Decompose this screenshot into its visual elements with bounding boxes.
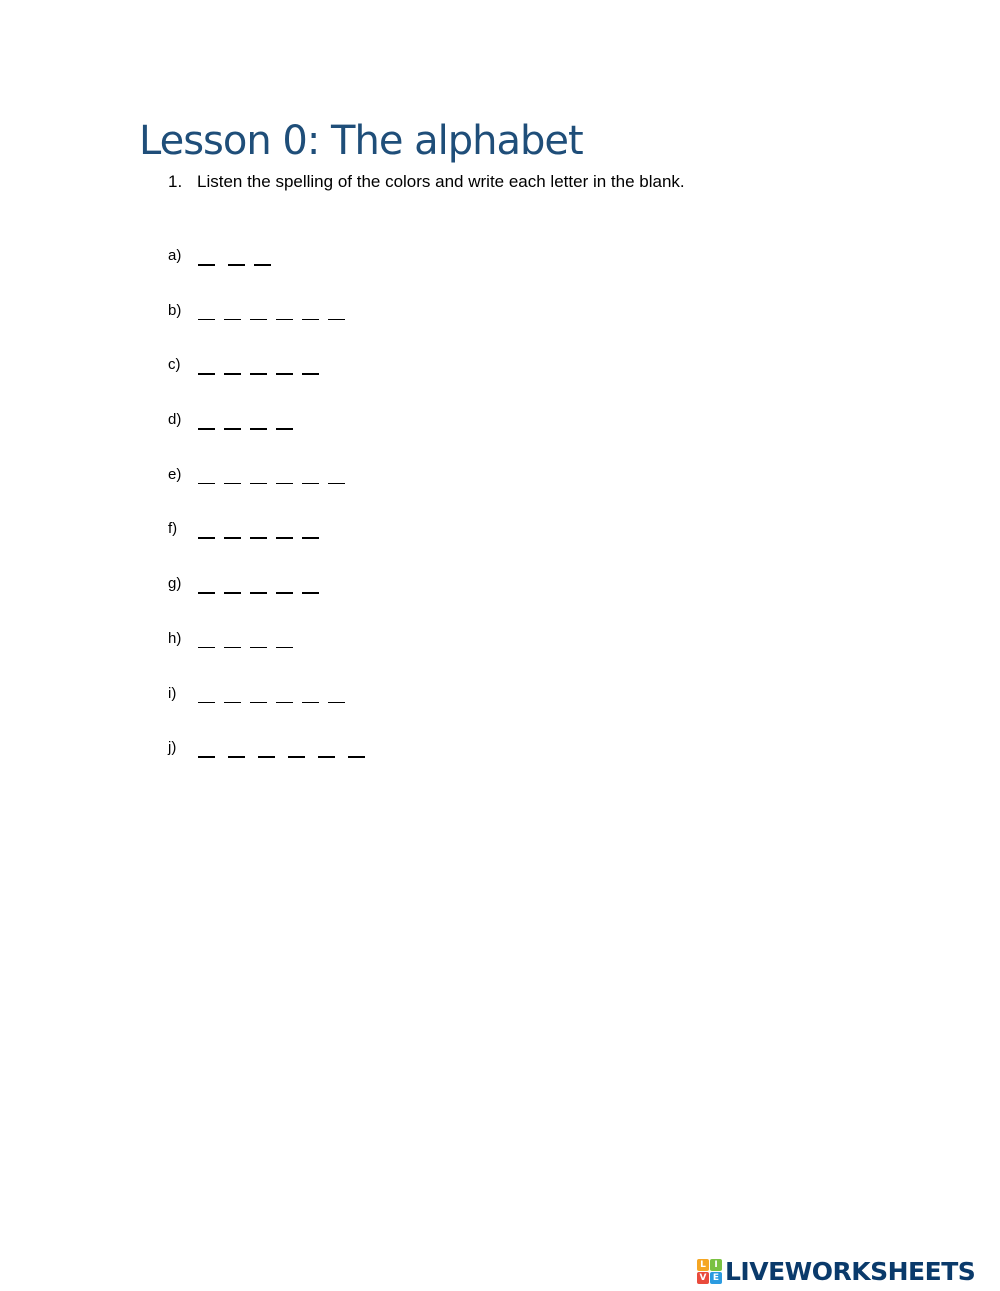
answer-blank[interactable] (250, 483, 267, 485)
answer-blank[interactable] (198, 483, 215, 485)
answer-blank[interactable] (276, 428, 293, 430)
answer-blank[interactable] (250, 537, 267, 539)
logo-mark-letter: E (710, 1272, 722, 1284)
answer-blank[interactable] (254, 264, 271, 266)
logo-mark-letter: V (697, 1272, 709, 1284)
answer-blank[interactable] (250, 319, 267, 321)
answer-blank[interactable] (198, 702, 215, 704)
answer-blank[interactable] (228, 264, 245, 266)
answer-blank[interactable] (250, 647, 267, 649)
answer-blank[interactable] (276, 483, 293, 485)
answer-blank[interactable] (302, 537, 319, 539)
page-title: Lesson 0: The alphabet (139, 118, 583, 164)
answer-blank[interactable] (250, 373, 267, 375)
answer-blank[interactable] (328, 483, 345, 485)
answer-blank[interactable] (198, 319, 215, 321)
liveworksheets-logo[interactable] (697, 1257, 975, 1285)
answer-blank[interactable] (250, 592, 267, 594)
answer-blank[interactable] (224, 373, 241, 375)
logo-text: LIVEWORKSHEETS (725, 1256, 976, 1286)
answer-blank[interactable] (276, 647, 293, 649)
answer-blank[interactable] (228, 756, 245, 758)
item-label: f) (168, 520, 178, 538)
answer-blank[interactable] (328, 702, 345, 704)
answer-blank[interactable] (302, 373, 319, 375)
answer-blank[interactable] (198, 264, 215, 266)
item-label: e) (168, 465, 182, 483)
answer-blank[interactable] (302, 702, 319, 704)
answer-blank[interactable] (328, 319, 345, 321)
instruction (168, 172, 685, 192)
logo-mark-letter: I (710, 1259, 722, 1271)
answer-blank[interactable] (198, 428, 215, 430)
answer-blank[interactable] (302, 483, 319, 485)
instruction-text: Listen the spelling of the colors and write each letter in the blank. (197, 172, 685, 191)
item-label: c) (168, 356, 181, 374)
answer-blank[interactable] (224, 537, 241, 539)
answer-blank[interactable] (302, 319, 319, 321)
answer-blank[interactable] (250, 428, 267, 430)
logo-mark-letter: L (697, 1259, 709, 1271)
logo-mark-icon (697, 1259, 722, 1284)
answer-blank[interactable] (276, 592, 293, 594)
answer-blank[interactable] (224, 647, 241, 649)
answer-blank[interactable] (276, 319, 293, 321)
item-label: d) (168, 411, 182, 429)
answer-blank[interactable] (224, 483, 241, 485)
answer-blank[interactable] (318, 756, 335, 758)
answer-blank[interactable] (224, 428, 241, 430)
answer-blank[interactable] (276, 702, 293, 704)
answer-blank[interactable] (258, 756, 275, 758)
answer-blank[interactable] (224, 702, 241, 704)
item-label: h) (168, 629, 182, 647)
answer-blank[interactable] (224, 592, 241, 594)
answer-blank[interactable] (198, 592, 215, 594)
answer-blank[interactable] (288, 756, 305, 758)
answer-blank[interactable] (276, 537, 293, 539)
item-label: a) (168, 247, 182, 264)
item-label: j) (168, 739, 177, 757)
answer-blank[interactable] (250, 702, 267, 704)
answer-blank[interactable] (224, 319, 241, 321)
item-label: b) (168, 301, 182, 319)
answer-blank[interactable] (276, 373, 293, 375)
item-label: g) (168, 575, 182, 593)
instruction-number: 1. (168, 172, 183, 191)
answer-blank[interactable] (198, 537, 215, 539)
item-label: i) (168, 684, 177, 702)
answer-blank[interactable] (198, 373, 215, 375)
answer-blank[interactable] (198, 756, 215, 758)
answer-blank[interactable] (302, 592, 319, 594)
answer-blank[interactable] (198, 647, 215, 649)
answer-blank[interactable] (348, 756, 365, 758)
